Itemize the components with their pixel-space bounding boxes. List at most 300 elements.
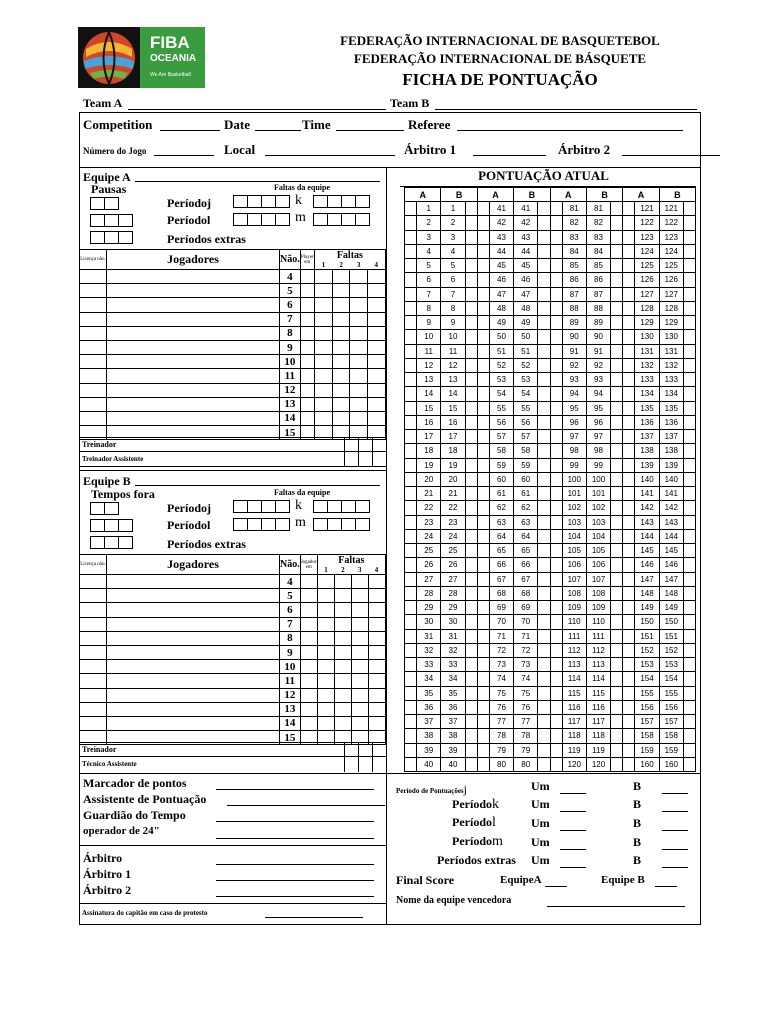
score-mark-b[interactable] bbox=[465, 216, 477, 230]
score-mark-a[interactable] bbox=[477, 202, 489, 216]
team-a-coach-row[interactable] bbox=[79, 437, 386, 452]
score-mark-a[interactable] bbox=[550, 643, 562, 657]
score-mark-b[interactable] bbox=[611, 601, 623, 615]
score-mark-b[interactable] bbox=[683, 444, 695, 458]
score-mark-b[interactable] bbox=[683, 658, 695, 672]
score-mark-b[interactable] bbox=[465, 700, 477, 714]
score-mark-b[interactable] bbox=[465, 230, 477, 244]
player-in-cell[interactable] bbox=[300, 645, 317, 659]
foul-cell[interactable] bbox=[368, 397, 386, 411]
foul-cell[interactable] bbox=[317, 603, 334, 617]
period-um-field[interactable] bbox=[560, 856, 586, 868]
score-mark-a[interactable] bbox=[477, 259, 489, 273]
licence-cell[interactable] bbox=[80, 397, 107, 411]
player-name-cell[interactable] bbox=[107, 270, 280, 284]
coach-foul-cell[interactable] bbox=[344, 438, 358, 452]
period-b-field[interactable] bbox=[662, 782, 688, 794]
score-mark-a[interactable] bbox=[477, 216, 489, 230]
foul-cell[interactable] bbox=[351, 575, 368, 589]
assistente-field[interactable] bbox=[227, 794, 385, 806]
score-mark-b[interactable] bbox=[465, 501, 477, 515]
player-number-cell[interactable]: 9 bbox=[280, 340, 301, 354]
player-name-cell[interactable] bbox=[107, 589, 280, 603]
score-mark-a[interactable] bbox=[550, 316, 562, 330]
score-mark-a[interactable] bbox=[550, 401, 562, 415]
team-b-timeout-boxes-3[interactable] bbox=[90, 536, 132, 549]
foul-cell[interactable] bbox=[314, 397, 332, 411]
score-mark-a[interactable] bbox=[477, 757, 489, 771]
score-mark-b[interactable] bbox=[465, 444, 477, 458]
score-mark-b[interactable] bbox=[611, 472, 623, 486]
score-mark-a[interactable] bbox=[477, 244, 489, 258]
score-mark-a[interactable] bbox=[477, 558, 489, 572]
player-in-cell[interactable] bbox=[300, 688, 317, 702]
foul-cell[interactable] bbox=[334, 589, 351, 603]
score-mark-a[interactable] bbox=[550, 273, 562, 287]
score-mark-b[interactable] bbox=[465, 729, 477, 743]
score-mark-a[interactable] bbox=[550, 672, 562, 686]
score-mark-a[interactable] bbox=[550, 686, 562, 700]
player-row[interactable] bbox=[80, 589, 386, 603]
date-field[interactable] bbox=[255, 119, 301, 131]
score-mark-a[interactable] bbox=[405, 572, 417, 586]
foul-cell[interactable] bbox=[332, 270, 350, 284]
foul-cell[interactable] bbox=[332, 312, 350, 326]
score-mark-a[interactable] bbox=[405, 501, 417, 515]
score-mark-a[interactable] bbox=[405, 658, 417, 672]
score-mark-a[interactable] bbox=[550, 715, 562, 729]
foul-cell[interactable] bbox=[368, 340, 386, 354]
score-mark-a[interactable] bbox=[623, 401, 635, 415]
foul-cell[interactable] bbox=[350, 340, 368, 354]
foul-cell[interactable] bbox=[350, 397, 368, 411]
foul-cell[interactable] bbox=[368, 575, 385, 589]
score-mark-a[interactable] bbox=[405, 273, 417, 287]
team-a-field[interactable] bbox=[128, 98, 386, 110]
player-row[interactable] bbox=[80, 397, 386, 411]
score-mark-a[interactable] bbox=[550, 301, 562, 315]
foul-cell[interactable] bbox=[334, 617, 351, 631]
score-mark-b[interactable] bbox=[538, 586, 550, 600]
score-mark-a[interactable] bbox=[405, 373, 417, 387]
player-number-cell[interactable]: 8 bbox=[280, 631, 301, 645]
score-mark-b[interactable] bbox=[538, 643, 550, 657]
player-name-cell[interactable] bbox=[107, 369, 280, 383]
player-number-cell[interactable]: 4 bbox=[280, 270, 301, 284]
score-mark-b[interactable] bbox=[683, 601, 695, 615]
score-mark-b[interactable] bbox=[465, 672, 477, 686]
score-mark-b[interactable] bbox=[611, 444, 623, 458]
score-mark-b[interactable] bbox=[538, 301, 550, 315]
foul-cell[interactable] bbox=[350, 270, 368, 284]
score-mark-a[interactable] bbox=[477, 501, 489, 515]
licence-cell[interactable] bbox=[80, 645, 107, 659]
score-mark-b[interactable] bbox=[465, 686, 477, 700]
player-in-cell[interactable] bbox=[300, 702, 317, 716]
score-mark-b[interactable] bbox=[683, 430, 695, 444]
foul-cell[interactable] bbox=[350, 411, 368, 425]
score-mark-b[interactable] bbox=[538, 415, 550, 429]
player-name-cell[interactable] bbox=[107, 383, 280, 397]
score-mark-b[interactable] bbox=[465, 316, 477, 330]
score-mark-a[interactable] bbox=[405, 301, 417, 315]
score-mark-a[interactable] bbox=[477, 743, 489, 757]
player-name-cell[interactable] bbox=[107, 631, 280, 645]
foul-cell[interactable] bbox=[317, 688, 334, 702]
player-in-cell[interactable] bbox=[300, 674, 317, 688]
foul-cell[interactable] bbox=[332, 340, 350, 354]
score-mark-b[interactable] bbox=[611, 643, 623, 657]
score-mark-a[interactable] bbox=[623, 444, 635, 458]
player-name-cell[interactable] bbox=[107, 702, 280, 716]
team-b-timeout-boxes-2[interactable] bbox=[90, 519, 132, 532]
score-mark-b[interactable] bbox=[465, 373, 477, 387]
score-mark-a[interactable] bbox=[405, 415, 417, 429]
score-mark-a[interactable] bbox=[405, 529, 417, 543]
score-mark-b[interactable] bbox=[611, 244, 623, 258]
score-mark-b[interactable] bbox=[611, 558, 623, 572]
player-name-cell[interactable] bbox=[107, 326, 280, 340]
score-mark-b[interactable] bbox=[465, 572, 477, 586]
player-number-cell[interactable]: 12 bbox=[280, 383, 301, 397]
player-row[interactable] bbox=[80, 383, 386, 397]
team-a-timeout-boxes-2[interactable] bbox=[90, 214, 132, 227]
player-name-cell[interactable] bbox=[107, 397, 280, 411]
player-name-cell[interactable] bbox=[107, 603, 280, 617]
score-mark-b[interactable] bbox=[538, 216, 550, 230]
coach-foul-cell[interactable] bbox=[372, 438, 386, 452]
score-mark-a[interactable] bbox=[405, 757, 417, 771]
score-mark-b[interactable] bbox=[465, 202, 477, 216]
foul-cell[interactable] bbox=[351, 603, 368, 617]
score-mark-a[interactable] bbox=[550, 216, 562, 230]
score-mark-b[interactable] bbox=[611, 529, 623, 543]
player-in-cell[interactable] bbox=[300, 660, 317, 674]
score-mark-a[interactable] bbox=[623, 301, 635, 315]
competition-field[interactable] bbox=[160, 119, 220, 131]
score-mark-a[interactable] bbox=[550, 244, 562, 258]
score-mark-a[interactable] bbox=[405, 430, 417, 444]
marcador-field[interactable] bbox=[216, 778, 374, 790]
score-mark-a[interactable] bbox=[623, 472, 635, 486]
foul-cell[interactable] bbox=[351, 589, 368, 603]
score-mark-b[interactable] bbox=[538, 373, 550, 387]
score-mark-b[interactable] bbox=[465, 244, 477, 258]
foul-cell[interactable] bbox=[314, 383, 332, 397]
time-field[interactable] bbox=[336, 119, 404, 131]
score-mark-b[interactable] bbox=[538, 558, 550, 572]
score-mark-a[interactable] bbox=[550, 330, 562, 344]
licence-cell[interactable] bbox=[80, 340, 107, 354]
foul-cell[interactable] bbox=[314, 355, 332, 369]
score-mark-b[interactable] bbox=[611, 515, 623, 529]
score-mark-b[interactable] bbox=[683, 672, 695, 686]
player-in-cell[interactable] bbox=[300, 411, 314, 425]
score-mark-a[interactable] bbox=[623, 259, 635, 273]
player-row[interactable] bbox=[80, 645, 386, 659]
score-mark-b[interactable] bbox=[611, 700, 623, 714]
player-number-cell[interactable]: 9 bbox=[280, 645, 301, 659]
score-mark-b[interactable] bbox=[538, 629, 550, 643]
score-mark-a[interactable] bbox=[405, 672, 417, 686]
score-mark-a[interactable] bbox=[477, 415, 489, 429]
player-in-cell[interactable] bbox=[300, 340, 314, 354]
score-mark-b[interactable] bbox=[538, 515, 550, 529]
score-mark-b[interactable] bbox=[465, 415, 477, 429]
team-a-timeout-boxes-3[interactable] bbox=[90, 231, 132, 244]
score-mark-b[interactable] bbox=[683, 643, 695, 657]
player-in-cell[interactable] bbox=[300, 369, 314, 383]
foul-cell[interactable] bbox=[368, 617, 385, 631]
score-mark-a[interactable] bbox=[477, 387, 489, 401]
score-mark-b[interactable] bbox=[683, 244, 695, 258]
score-mark-b[interactable] bbox=[465, 558, 477, 572]
player-row[interactable] bbox=[80, 660, 386, 674]
score-mark-b[interactable] bbox=[538, 316, 550, 330]
score-mark-b[interactable] bbox=[683, 586, 695, 600]
licence-cell[interactable] bbox=[80, 298, 107, 312]
foul-cell[interactable] bbox=[368, 369, 386, 383]
period-b-field[interactable] bbox=[662, 838, 688, 850]
player-number-cell[interactable]: 8 bbox=[280, 326, 301, 340]
player-name-cell[interactable] bbox=[107, 716, 280, 730]
score-mark-a[interactable] bbox=[477, 373, 489, 387]
foul-cell[interactable] bbox=[350, 284, 368, 298]
score-mark-a[interactable] bbox=[550, 230, 562, 244]
foul-cell[interactable] bbox=[317, 716, 334, 730]
player-row[interactable] bbox=[80, 702, 386, 716]
foul-cell[interactable] bbox=[334, 645, 351, 659]
assistant-foul-cell[interactable] bbox=[372, 452, 386, 466]
score-mark-b[interactable] bbox=[611, 544, 623, 558]
score-mark-a[interactable] bbox=[405, 244, 417, 258]
player-name-cell[interactable] bbox=[107, 645, 280, 659]
foul-cell[interactable] bbox=[314, 270, 332, 284]
score-mark-a[interactable] bbox=[405, 401, 417, 415]
player-name-cell[interactable] bbox=[107, 298, 280, 312]
score-mark-a[interactable] bbox=[623, 658, 635, 672]
score-mark-b[interactable] bbox=[465, 529, 477, 543]
player-row[interactable] bbox=[80, 270, 386, 284]
player-in-cell[interactable] bbox=[300, 397, 314, 411]
score-mark-a[interactable] bbox=[550, 387, 562, 401]
player-in-cell[interactable] bbox=[300, 589, 317, 603]
foul-cell[interactable] bbox=[332, 326, 350, 340]
arbitro1-field[interactable] bbox=[473, 144, 546, 156]
score-mark-b[interactable] bbox=[683, 330, 695, 344]
team-b-coach-row[interactable] bbox=[79, 742, 386, 757]
player-row[interactable] bbox=[80, 340, 386, 354]
score-mark-a[interactable] bbox=[477, 344, 489, 358]
player-number-cell[interactable]: 6 bbox=[280, 298, 301, 312]
foul-cell[interactable] bbox=[351, 660, 368, 674]
player-in-cell[interactable] bbox=[300, 617, 317, 631]
score-mark-a[interactable] bbox=[477, 615, 489, 629]
score-mark-a[interactable] bbox=[477, 458, 489, 472]
score-mark-a[interactable] bbox=[405, 729, 417, 743]
score-mark-a[interactable] bbox=[623, 643, 635, 657]
foul-cell[interactable] bbox=[351, 645, 368, 659]
score-mark-a[interactable] bbox=[623, 430, 635, 444]
score-mark-b[interactable] bbox=[683, 615, 695, 629]
score-mark-a[interactable] bbox=[550, 358, 562, 372]
score-mark-b[interactable] bbox=[538, 658, 550, 672]
player-number-cell[interactable]: 13 bbox=[280, 397, 301, 411]
player-row[interactable] bbox=[80, 674, 386, 688]
licence-cell[interactable] bbox=[80, 575, 107, 589]
score-mark-b[interactable] bbox=[683, 700, 695, 714]
score-mark-a[interactable] bbox=[550, 344, 562, 358]
score-mark-a[interactable] bbox=[550, 259, 562, 273]
score-mark-a[interactable] bbox=[623, 572, 635, 586]
foul-cell[interactable] bbox=[334, 716, 351, 730]
score-mark-a[interactable] bbox=[550, 586, 562, 600]
score-mark-b[interactable] bbox=[465, 615, 477, 629]
score-mark-a[interactable] bbox=[550, 487, 562, 501]
score-mark-a[interactable] bbox=[623, 244, 635, 258]
coach-foul-cell[interactable] bbox=[358, 438, 372, 452]
score-mark-b[interactable] bbox=[611, 729, 623, 743]
score-mark-a[interactable] bbox=[405, 472, 417, 486]
score-mark-b[interactable] bbox=[538, 529, 550, 543]
score-mark-b[interactable] bbox=[465, 273, 477, 287]
final-equipe-a-field[interactable] bbox=[545, 876, 567, 887]
score-mark-b[interactable] bbox=[611, 757, 623, 771]
score-mark-a[interactable] bbox=[477, 586, 489, 600]
licence-cell[interactable] bbox=[80, 631, 107, 645]
period-um-field[interactable] bbox=[560, 819, 586, 831]
foul-cell[interactable] bbox=[351, 688, 368, 702]
score-mark-b[interactable] bbox=[683, 301, 695, 315]
foul-cell[interactable] bbox=[314, 411, 332, 425]
score-mark-a[interactable] bbox=[623, 743, 635, 757]
player-number-cell[interactable]: 12 bbox=[280, 688, 301, 702]
score-mark-a[interactable] bbox=[405, 544, 417, 558]
score-mark-a[interactable] bbox=[550, 743, 562, 757]
score-mark-b[interactable] bbox=[611, 216, 623, 230]
score-mark-a[interactable] bbox=[405, 230, 417, 244]
team-b-fouls-k[interactable] bbox=[313, 500, 369, 513]
score-mark-b[interactable] bbox=[538, 472, 550, 486]
score-mark-a[interactable] bbox=[550, 729, 562, 743]
score-mark-b[interactable] bbox=[611, 373, 623, 387]
player-number-cell[interactable]: 6 bbox=[280, 603, 301, 617]
player-in-cell[interactable] bbox=[300, 298, 314, 312]
score-mark-a[interactable] bbox=[550, 601, 562, 615]
score-mark-a[interactable] bbox=[623, 316, 635, 330]
score-mark-a[interactable] bbox=[623, 757, 635, 771]
score-mark-b[interactable] bbox=[683, 202, 695, 216]
score-mark-b[interactable] bbox=[538, 487, 550, 501]
foul-cell[interactable] bbox=[332, 298, 350, 312]
score-mark-b[interactable] bbox=[465, 301, 477, 315]
player-row[interactable] bbox=[80, 284, 386, 298]
period-b-field[interactable] bbox=[662, 856, 688, 868]
score-mark-a[interactable] bbox=[477, 430, 489, 444]
arbitro2-sig-field[interactable] bbox=[216, 885, 374, 897]
score-mark-b[interactable] bbox=[538, 715, 550, 729]
player-number-cell[interactable]: 14 bbox=[280, 411, 301, 425]
player-name-cell[interactable] bbox=[107, 575, 280, 589]
player-row[interactable] bbox=[80, 575, 386, 589]
score-mark-b[interactable] bbox=[683, 458, 695, 472]
score-mark-a[interactable] bbox=[550, 458, 562, 472]
foul-cell[interactable] bbox=[317, 617, 334, 631]
player-number-cell[interactable]: 4 bbox=[280, 575, 301, 589]
team-a-timeout-boxes-1[interactable] bbox=[90, 197, 118, 210]
foul-cell[interactable] bbox=[350, 383, 368, 397]
foul-cell[interactable] bbox=[334, 603, 351, 617]
score-mark-a[interactable] bbox=[477, 601, 489, 615]
team-b-fouls-m[interactable] bbox=[313, 518, 369, 531]
score-mark-b[interactable] bbox=[611, 715, 623, 729]
score-mark-b[interactable] bbox=[465, 586, 477, 600]
licence-cell[interactable] bbox=[80, 355, 107, 369]
player-number-cell[interactable]: 7 bbox=[280, 312, 301, 326]
player-name-cell[interactable] bbox=[107, 688, 280, 702]
score-mark-b[interactable] bbox=[465, 387, 477, 401]
score-mark-a[interactable] bbox=[477, 700, 489, 714]
score-mark-b[interactable] bbox=[538, 757, 550, 771]
score-mark-a[interactable] bbox=[405, 601, 417, 615]
player-row[interactable] bbox=[80, 631, 386, 645]
score-mark-b[interactable] bbox=[538, 501, 550, 515]
team-b-block-name-field[interactable] bbox=[135, 474, 380, 486]
player-row[interactable] bbox=[80, 617, 386, 631]
foul-cell[interactable] bbox=[368, 355, 386, 369]
score-mark-a[interactable] bbox=[477, 572, 489, 586]
score-mark-a[interactable] bbox=[477, 686, 489, 700]
score-mark-a[interactable] bbox=[405, 700, 417, 714]
score-mark-b[interactable] bbox=[611, 259, 623, 273]
player-name-cell[interactable] bbox=[107, 284, 280, 298]
score-mark-b[interactable] bbox=[611, 743, 623, 757]
foul-cell[interactable] bbox=[317, 575, 334, 589]
foul-cell[interactable] bbox=[317, 702, 334, 716]
player-name-cell[interactable] bbox=[107, 355, 280, 369]
foul-cell[interactable] bbox=[317, 645, 334, 659]
foul-cell[interactable] bbox=[317, 660, 334, 674]
score-mark-a[interactable] bbox=[623, 672, 635, 686]
foul-cell[interactable] bbox=[332, 369, 350, 383]
foul-cell[interactable] bbox=[332, 411, 350, 425]
score-mark-a[interactable] bbox=[405, 715, 417, 729]
foul-cell[interactable] bbox=[334, 674, 351, 688]
score-mark-b[interactable] bbox=[465, 715, 477, 729]
team-b-field[interactable] bbox=[435, 98, 697, 110]
score-mark-b[interactable] bbox=[538, 401, 550, 415]
team-b-fouls-j[interactable] bbox=[233, 500, 289, 513]
player-name-cell[interactable] bbox=[107, 674, 280, 688]
score-mark-a[interactable] bbox=[477, 316, 489, 330]
player-number-cell[interactable]: 5 bbox=[280, 284, 301, 298]
score-mark-a[interactable] bbox=[550, 430, 562, 444]
player-name-cell[interactable] bbox=[107, 660, 280, 674]
score-mark-a[interactable] bbox=[477, 672, 489, 686]
team-a-assistant-row[interactable] bbox=[79, 452, 386, 467]
score-mark-a[interactable] bbox=[550, 515, 562, 529]
foul-cell[interactable] bbox=[314, 312, 332, 326]
score-mark-b[interactable] bbox=[538, 686, 550, 700]
score-mark-b[interactable] bbox=[465, 757, 477, 771]
score-mark-b[interactable] bbox=[611, 287, 623, 301]
coach-foul-cell[interactable] bbox=[372, 743, 386, 757]
score-mark-b[interactable] bbox=[538, 202, 550, 216]
foul-cell[interactable] bbox=[314, 284, 332, 298]
foul-cell[interactable] bbox=[368, 688, 385, 702]
score-mark-a[interactable] bbox=[477, 472, 489, 486]
score-mark-a[interactable] bbox=[623, 458, 635, 472]
